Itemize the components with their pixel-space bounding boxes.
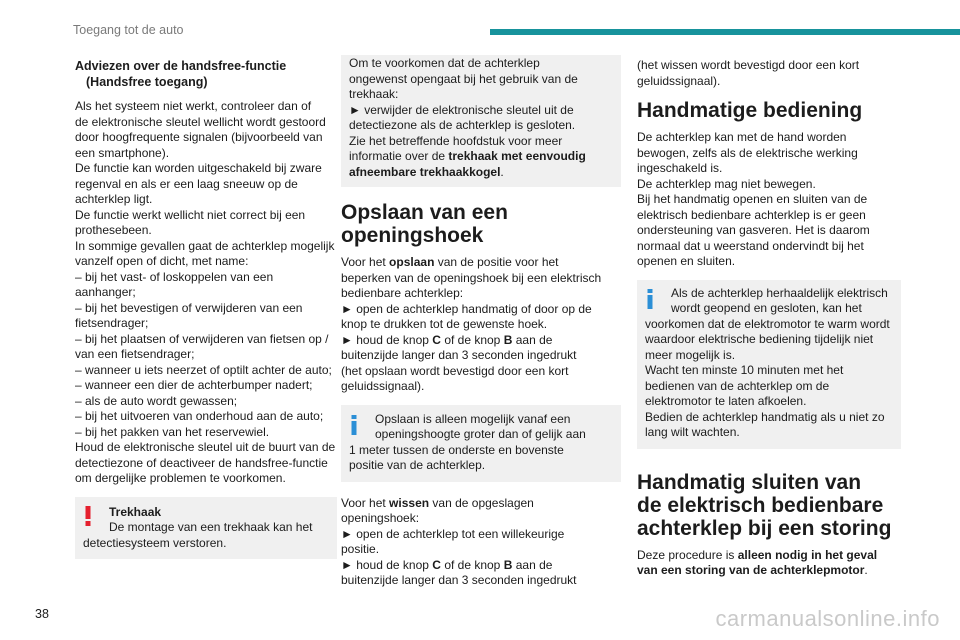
text-line: positie van de achterklep. <box>349 458 486 472</box>
text-line: Houd de elektronische sleutel uit de buurt van de <box>75 440 336 454</box>
opslaan-body <box>341 255 621 395</box>
text-line: (het opslaan wordt bevestigd door een kort <box>341 363 569 378</box>
text-line: openen en sluiten. <box>637 254 736 268</box>
text-line: bedienbare achterklep: <box>341 286 464 300</box>
text-line: vanzelf open of dicht, met name: <box>75 254 249 268</box>
text-line: (het wissen wordt bevestigd door een kort <box>637 58 860 72</box>
text-line: detectiesysteem verstoren. <box>83 535 227 550</box>
text-run: ► houd de knop <box>341 332 429 347</box>
bold-term: van een storing van de achterklepmotor <box>637 563 865 577</box>
text-line: geluidssignaal). <box>637 73 721 88</box>
button-ref-c: C <box>432 332 441 347</box>
text-line: elektrisch bedienbare achterklep is er geen <box>637 207 866 222</box>
text-run: van de opgeslagen <box>432 495 534 510</box>
text-line: – wanneer een dier de achterbumper nadert; <box>75 378 313 392</box>
text-run: informatie over de <box>349 149 446 163</box>
column-2 <box>341 58 621 589</box>
section-heading-handmatige-bediening: Handmatige bediening <box>637 99 863 122</box>
text-line: bedienen van de achterklep om de <box>645 378 830 393</box>
storing-body <box>637 548 901 579</box>
heading-line: (Handsfree toegang) <box>86 75 208 89</box>
text-line: – wanneer u iets neerzet of optilt achter de auto; <box>75 362 332 377</box>
warning-box <box>75 497 337 560</box>
text-line: – als de auto wordt gewassen; <box>75 393 238 408</box>
text-line: 1 meter tussen de onderste en bovenste <box>349 442 564 457</box>
text-line: ► open de achterklep tot een willekeurige <box>341 526 565 541</box>
text-line <box>341 496 621 512</box>
section-title: Toegang tot de auto <box>73 23 184 37</box>
warning-title: Trekhaak <box>109 504 162 519</box>
watermark: carmanualsonline.info <box>715 606 940 631</box>
text-line: positie. <box>341 542 380 556</box>
section-heading-opslaan <box>341 201 621 247</box>
text-line: – bij het plaatsen of verwijderen van fietsen op / <box>75 331 329 346</box>
text-line: aanhanger; <box>75 285 136 299</box>
text-line <box>341 558 621 574</box>
text-line: fietsendrager; <box>75 316 149 330</box>
text-run: of de knop <box>444 332 501 347</box>
text-line: Bedien de achterklep handmatig als u niet zo <box>645 409 885 424</box>
info-icon <box>645 288 655 315</box>
handmatige-body <box>637 130 901 270</box>
text-line: De functie werkt wellicht niet correct bij een <box>75 207 306 222</box>
cross-reference: trekhaak met eenvoudig <box>448 149 586 163</box>
heading-line: de elektrisch bedienbare <box>637 493 884 517</box>
button-ref-b: B <box>503 557 513 572</box>
text-line <box>341 333 621 349</box>
button-ref-c: C <box>432 557 441 572</box>
text-line: openingshoek: <box>341 511 420 525</box>
text-line: Opslaan is alleen mogelijk vanaf een <box>375 411 571 426</box>
text-line: elektromotor te laten afkoelen. <box>645 394 807 408</box>
continued-text <box>637 58 901 89</box>
text-line: Als het systeem niet werkt, controleer dan of <box>75 99 312 113</box>
text-line: In sommige gevallen gaat de achterklep mogelijk <box>75 238 335 253</box>
text-line <box>637 548 901 564</box>
text-line: Wacht ten minste 10 minuten met het <box>645 363 844 377</box>
text-line: Als de achterklep herhaaldelijk elektrisch <box>671 285 888 300</box>
text-line: openingshoogte groter dan of gelijk aan <box>375 427 586 441</box>
text-run: . <box>864 563 868 577</box>
header-accent-bar <box>490 29 960 35</box>
page-number: 38 <box>35 607 49 621</box>
text-line <box>341 255 621 271</box>
text-line: – bij het pakken van het reservewiel. <box>75 424 270 439</box>
text-line: ondersteuning van gasveren. Het is daarom <box>637 223 870 237</box>
text-line: wordt geopend en gesloten, kan het <box>671 301 862 315</box>
text-line: – bij het vast- of loskoppelen van een <box>75 269 274 284</box>
text-line: – bij het uitvoeren van onderhoud aan de auto; <box>75 409 324 423</box>
text-line <box>637 563 901 579</box>
heading-line: Opslaan van een <box>341 201 508 224</box>
text-run: aan de <box>515 557 553 572</box>
text-line: Zie het betreffende hoofdstuk voor meer <box>349 133 563 148</box>
text-line: van een fietsendrager; <box>75 347 195 361</box>
info-icon <box>349 414 359 441</box>
text-run: van de positie voor het <box>437 255 559 269</box>
column-1 <box>75 58 339 559</box>
text-line: meer mogelijk is. <box>645 347 736 362</box>
text-line: om dergelijke problemen te voorkomen. <box>75 471 286 485</box>
text-line: regenval en als er een laag sneeuw op de <box>75 176 298 191</box>
text-line: beperken van de openingshoek bij een elektrisch <box>341 270 602 285</box>
handsfree-body <box>75 99 339 487</box>
text-run: Deze procedure is <box>637 547 735 562</box>
text-line: – bij het bevestigen of verwijderen van een <box>75 300 303 315</box>
text-line: lang wilt wachten. <box>645 425 740 439</box>
text-run: . <box>500 164 504 179</box>
cross-reference: afneembare trekhaakkogel <box>349 164 501 179</box>
text-line: De montage van een trekhaak kan het <box>109 520 313 534</box>
text-run: Voor het <box>341 495 386 510</box>
exclamation-icon <box>83 505 93 532</box>
text-line: normaal dat u weerstand ondervindt bij het <box>637 238 864 253</box>
heading-line: Adviezen over de handsfree-functie <box>75 59 287 73</box>
text-line: prothesebeen. <box>75 223 152 237</box>
text-line: bewogen, zelfs als de elektrische werking <box>637 145 858 160</box>
section-heading-handmatig-sluiten <box>637 471 901 540</box>
text-line: de elektronische sleutel wellicht wordt gestoord <box>75 114 326 129</box>
text-line: een smartphone). <box>75 145 170 160</box>
wissen-body <box>341 496 621 589</box>
text-line: detectiezone of deactiveer de handsfree-functie <box>75 455 328 470</box>
text-line: trekhaak: <box>349 87 399 101</box>
text-line: De achterklep kan met de hand worden <box>637 130 847 144</box>
text-line: Om te voorkomen dat de achterklep <box>349 56 540 70</box>
info-box <box>341 405 621 482</box>
text-line <box>349 165 613 181</box>
note-box <box>341 55 621 187</box>
bold-term: wissen <box>389 495 430 510</box>
text-line: waardoor elektrische bediening tijdelijk niet <box>645 332 874 346</box>
text-run: ► houd de knop <box>341 557 429 572</box>
column-3 <box>637 58 901 579</box>
text-line: ingeschakeld is. <box>637 161 723 175</box>
text-line: knop te drukken tot de gewenste hoek. <box>341 317 548 331</box>
bold-term: opslaan <box>389 255 435 269</box>
text-line: buitenzijde langer dan 3 seconden ingedrukt <box>341 573 577 587</box>
section-heading-handsfree <box>75 58 339 90</box>
text-line: voorkomen dat de elektromotor te warm wordt <box>645 316 890 331</box>
heading-line: openingshoek <box>341 224 484 247</box>
text-line: door hoogfrequente signalen (bijvoorbeeld van <box>75 130 323 144</box>
info-box <box>637 280 901 449</box>
text-line: detectiezone als de achterklep is gesloten. <box>349 118 576 132</box>
text-line: De achterklep mag niet bewegen. <box>637 176 816 191</box>
text-line: Bij het handmatig openen en sluiten van de <box>637 192 868 206</box>
text-line: ongewenst opengaat bij het gebruik van de <box>349 71 578 86</box>
text-run: Voor het <box>341 255 386 269</box>
text-line: ► verwijder de elektronische sleutel uit de <box>349 102 574 117</box>
text-line: buitenzijde langer dan 3 seconden ingedrukt <box>341 348 577 362</box>
text-line: ► open de achterklep handmatig of door op de <box>341 301 592 316</box>
heading-line: Handmatig sluiten van <box>637 470 862 494</box>
text-run: of de knop <box>444 557 501 572</box>
text-line <box>349 149 613 165</box>
text-line: geluidssignaal). <box>341 379 425 393</box>
button-ref-b: B <box>503 332 513 347</box>
text-run: aan de <box>515 332 553 347</box>
heading-line: achterklep bij een storing <box>637 516 892 540</box>
text-line: achterklep ligt. <box>75 192 153 206</box>
text-line: De functie kan worden uitgeschakeld bij zware <box>75 161 322 175</box>
bold-term: alleen nodig in het geval <box>737 547 878 562</box>
